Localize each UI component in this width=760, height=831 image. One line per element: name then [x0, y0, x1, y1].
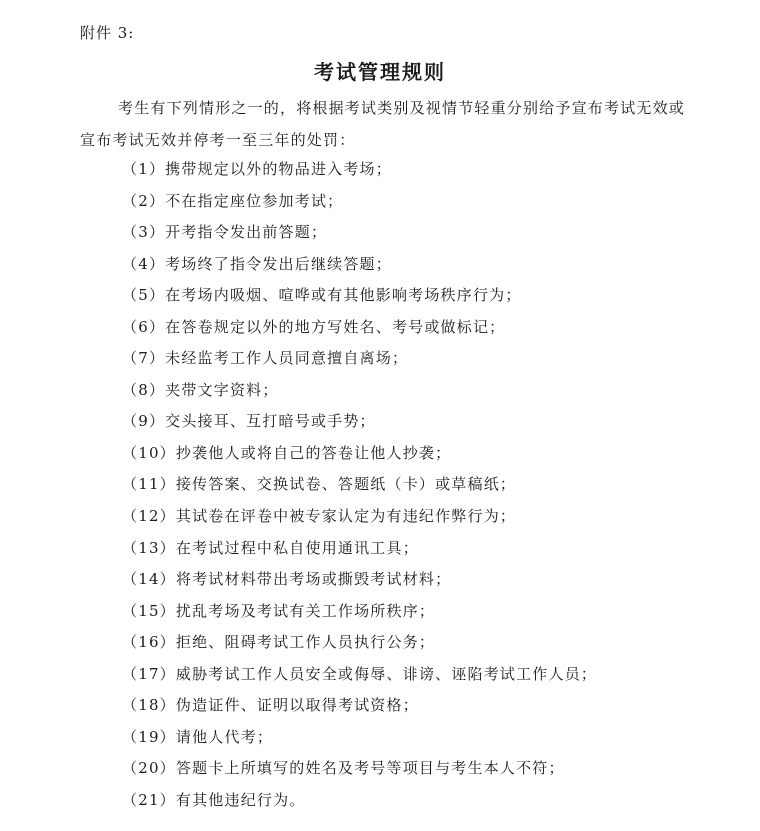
rule-item-8: （8）夹带文字资料； [122, 380, 279, 399]
rule-item-5: （5）在考场内吸烟、喧哗或有其他影响考场秩序行为； [122, 286, 522, 305]
rule-item-13: （13）在考试过程中私自使用通讯工具； [122, 538, 419, 557]
rule-item-9: （9）交头接耳、互打暗号或手势； [122, 412, 376, 431]
rule-item-17: （17）威胁考试工作人员安全或侮辱、诽谤、诬陷考试工作人员； [122, 664, 598, 683]
rule-item-20: （20）答题卡上所填写的姓名及考号等项目与考生本人不符； [122, 759, 565, 778]
rule-item-10: （10）抄袭他人或将自己的答卷让他人抄袭； [122, 443, 452, 462]
rules-list [122, 154, 597, 816]
attachment-label: 附件 3: [80, 24, 135, 42]
rule-item-2: （2）不在指定座位参加考试； [122, 191, 344, 210]
rule-item-7: （7）未经监考工作人员同意擅自离场； [122, 349, 409, 368]
document-title: 考试管理规则 [314, 60, 446, 84]
rule-item-15: （15）扰乱考场及考试有关工作场所秩序； [122, 601, 436, 620]
rule-item-12: （12）其试卷在评卷中被专家认定为有违纪作弊行为； [122, 507, 517, 526]
rule-item-21: （21）有其他违纪行为。 [122, 790, 306, 809]
rule-item-16: （16）拒绝、阻碍考试工作人员执行公务； [122, 633, 436, 652]
rule-item-18: （18）伪造证件、证明以取得考试资格； [122, 696, 419, 715]
rule-item-6: （6）在答卷规定以外的地方写姓名、考号或做标记； [122, 317, 506, 336]
intro-paragraph: 考生有下列情形之一的，将根据考试类别及视情节轻重分别给予宣布考试无效或宣布考试无效并停考一至三年的处罚： [80, 99, 686, 149]
rule-item-3: （3）开考指令发出前答题； [122, 223, 328, 242]
rule-item-14: （14）将考试材料带出考场或撕毁考试材料； [122, 570, 452, 589]
rule-item-4: （4）考场终了指令发出后继续答题； [122, 254, 392, 273]
rule-item-11: （11）接传答案、交换试卷、答题纸（卡）或草稿纸； [122, 475, 517, 494]
rule-item-19: （19）请他人代考； [122, 727, 274, 746]
rule-item-1: （1）携带规定以外的物品进入考场； [122, 160, 392, 178]
